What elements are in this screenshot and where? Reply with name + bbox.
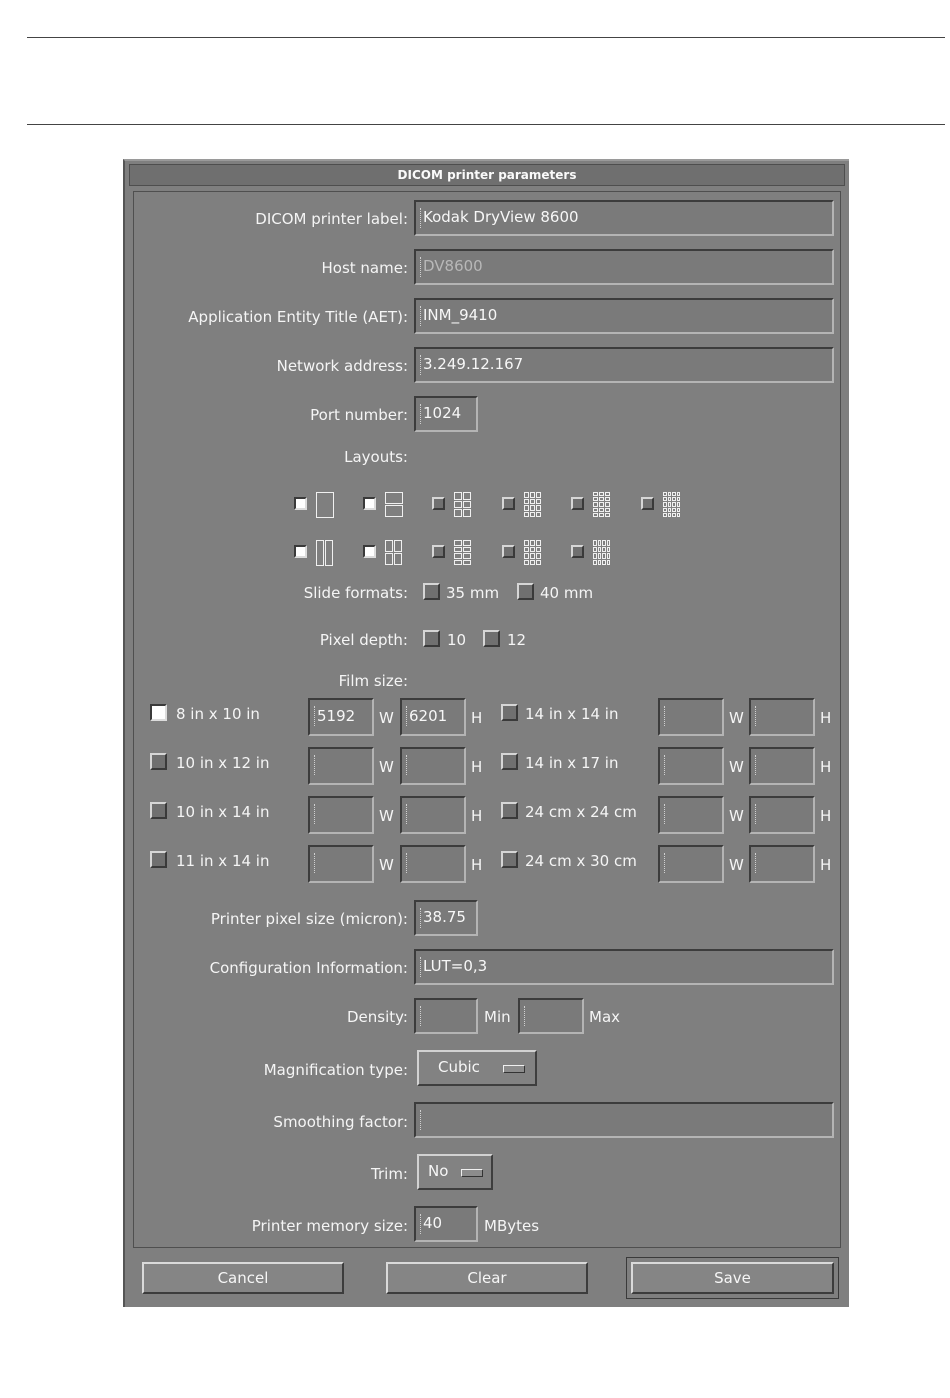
layout-cell (663, 497, 667, 501)
magnification-option-menu[interactable] (417, 1050, 537, 1086)
film-width-unit-label: W (379, 709, 394, 727)
layout-cell (677, 497, 681, 501)
layout-cell (524, 560, 529, 566)
layout-cell (454, 540, 462, 546)
cancel-button[interactable]: Cancel (142, 1262, 344, 1294)
layout-cell (672, 492, 676, 496)
film-size-checkbox[interactable] (501, 851, 518, 868)
printer-label-input[interactable] (414, 200, 834, 236)
film-size-name: 24 cm x 24 cm (525, 803, 637, 821)
film-width-value (315, 854, 317, 872)
film-height-input[interactable] (400, 845, 466, 883)
layout-cell (663, 513, 667, 517)
film-height-input[interactable] (749, 845, 815, 883)
layout-cell (593, 547, 597, 553)
film-size-name: 10 in x 12 in (176, 754, 270, 772)
header-rule-bottom (27, 124, 945, 125)
printer-label-value: Kodak DryView 8600 (423, 208, 579, 226)
layout-grid-2x2-icon (385, 540, 403, 566)
layouts-label: Layouts: (344, 448, 408, 466)
layout-cell (593, 553, 597, 559)
layout-cell (677, 492, 681, 496)
film-width-input[interactable] (308, 845, 374, 883)
film-size-checkbox[interactable] (501, 802, 518, 819)
layout-cell (605, 513, 610, 517)
layout-cell (605, 502, 610, 506)
film-height-input[interactable] (749, 747, 815, 785)
layout-cell (605, 497, 610, 501)
layout-cell (524, 512, 529, 518)
layout-cell (385, 505, 403, 517)
layout-cell (463, 501, 471, 509)
layout-cell (668, 497, 672, 501)
layout-cell (463, 547, 471, 553)
aet-value: INM_9410 (423, 306, 498, 324)
memory-value: 40 (423, 1214, 443, 1232)
header-rule-top (27, 37, 945, 38)
layout-cell (536, 547, 541, 553)
layout-cell (677, 502, 681, 506)
layout-cell (672, 502, 676, 506)
layout-checkbox-2x4[interactable] (432, 545, 445, 558)
layout-cell (530, 540, 535, 546)
layout-cell (593, 540, 597, 546)
network-address-value: 3.249.12.167 (423, 355, 524, 373)
film-width-value (315, 756, 317, 774)
layout-cell (530, 499, 535, 505)
aet-label: Application Entity Title (AET): (188, 308, 408, 326)
film-width-value (665, 756, 667, 774)
layout-cell (530, 505, 535, 511)
trim-label: Trim: (371, 1165, 408, 1183)
film-width-input[interactable] (308, 698, 374, 736)
film-size-name: 10 in x 14 in (176, 803, 270, 821)
layout-cell (602, 540, 606, 546)
film-height-value (756, 854, 758, 872)
layout-cell (463, 492, 471, 500)
layout-cell (663, 508, 667, 512)
density-max-label: Max (589, 1008, 621, 1026)
layout-cell (524, 499, 529, 505)
layout-cell (607, 540, 611, 546)
layout-cell (602, 560, 606, 566)
layout-cell (385, 540, 393, 552)
film-width-input[interactable] (308, 796, 374, 834)
layout-cell (454, 553, 462, 559)
host-name-input[interactable] (414, 249, 834, 285)
layout-cell (598, 540, 602, 546)
layout-checkbox-1x2[interactable] (363, 497, 376, 510)
layout-cell (602, 553, 606, 559)
film-size-name: 11 in x 14 in (176, 852, 270, 870)
film-height-value: 6201 (409, 707, 448, 725)
layout-cell (599, 497, 604, 501)
pixel-depth-10-checkbox[interactable] (423, 630, 440, 647)
layout-cell (524, 547, 529, 553)
film-width-unit-label: W (379, 758, 394, 776)
density-label: Density: (347, 1008, 408, 1026)
layout-cell (530, 492, 535, 498)
layout-cell (536, 505, 541, 511)
film-width-input[interactable] (308, 747, 374, 785)
layout-cell (672, 497, 676, 501)
port-number-label: Port number: (310, 406, 408, 424)
trim-value: No (428, 1162, 449, 1180)
film-size-checkbox[interactable] (501, 753, 518, 770)
film-width-value (665, 805, 667, 823)
film-height-input[interactable] (400, 796, 466, 834)
layout-cell (394, 540, 402, 552)
slide-40mm-checkbox[interactable] (517, 583, 534, 600)
layout-cell (593, 560, 597, 566)
layout-cell (598, 560, 602, 566)
layout-grid-2x4-icon (454, 540, 472, 566)
film-size-label: Film size: (338, 672, 408, 690)
layout-cell (454, 547, 462, 553)
layout-cell (536, 553, 541, 559)
config-info-value: LUT=0,3 (423, 957, 488, 975)
network-address-input[interactable] (414, 347, 834, 383)
pixel-size-input[interactable] (414, 900, 478, 936)
film-size-checkbox[interactable] (150, 802, 167, 819)
layout-cell (668, 492, 672, 496)
clear-button[interactable]: Clear (386, 1262, 588, 1294)
pixel-depth-10-label: 10 (447, 631, 467, 649)
film-width-unit-label: W (729, 807, 744, 825)
layout-grid-3x4-icon (524, 492, 542, 518)
pixel-depth-12-label: 12 (507, 631, 527, 649)
layout-cell (454, 560, 462, 566)
film-height-value (756, 805, 758, 823)
film-width-unit-label: W (379, 807, 394, 825)
layout-cell (536, 560, 541, 566)
layout-cell (663, 502, 667, 506)
layout-cell (325, 540, 333, 566)
film-height-value (407, 854, 409, 872)
layout-cell (530, 512, 535, 518)
layout-cell (607, 547, 611, 553)
film-height-value (756, 707, 758, 725)
density-min-input[interactable] (414, 998, 478, 1034)
trim-option-menu[interactable] (417, 1154, 493, 1190)
layout-cell (607, 553, 611, 559)
film-width-value (665, 707, 667, 725)
film-height-input[interactable] (400, 698, 466, 736)
layout-grid-1x2-icon (385, 492, 403, 518)
layout-cell (454, 501, 462, 509)
layout-grid-3x4-icon (524, 540, 542, 566)
layout-cell (677, 508, 681, 512)
layout-cell (668, 502, 672, 506)
layout-grid-4x5-icon (663, 492, 681, 518)
layout-cell (599, 513, 604, 517)
dicom-printer-dialog (123, 159, 849, 1307)
film-height-input[interactable] (400, 747, 466, 785)
parameters-panel (133, 191, 841, 1248)
layout-cell (672, 513, 676, 517)
film-height-unit-label: H (471, 758, 483, 776)
layout-cell (524, 492, 529, 498)
film-width-unit-label: W (729, 856, 744, 874)
magnification-value: Cubic (438, 1058, 480, 1076)
host-name-value: DV8600 (423, 257, 483, 275)
film-height-unit-label: H (820, 758, 832, 776)
film-width-input[interactable] (658, 747, 724, 785)
layout-cell (463, 560, 471, 566)
layout-cell (536, 512, 541, 518)
layout-cell (536, 540, 541, 546)
slide-35mm-checkbox[interactable] (423, 583, 440, 600)
film-width-unit-label: W (379, 856, 394, 874)
slide-35mm-label: 35 mm (446, 584, 500, 602)
layout-checkbox-3x5[interactable] (571, 497, 584, 510)
film-height-value (407, 756, 409, 774)
layout-cell (524, 505, 529, 511)
film-height-unit-label: H (471, 807, 483, 825)
layout-cell (672, 508, 676, 512)
film-size-name: 14 in x 14 in (525, 705, 619, 723)
layout-grid-2x1-icon (316, 540, 334, 566)
layout-checkbox-3x4[interactable] (502, 545, 515, 558)
printer-label-label: DICOM printer label: (255, 210, 408, 228)
film-width-input[interactable] (658, 845, 724, 883)
layout-cell (599, 492, 604, 496)
film-width-input[interactable] (658, 796, 724, 834)
layout-checkbox-2x3[interactable] (432, 497, 445, 510)
layout-cell (593, 497, 598, 501)
film-height-unit-label: H (820, 807, 832, 825)
config-info-label: Configuration Information: (209, 959, 408, 977)
film-size-checkbox[interactable] (150, 851, 167, 868)
layout-cell (530, 547, 535, 553)
layout-checkbox-1x1[interactable] (294, 497, 307, 510)
layout-cell (593, 492, 598, 496)
memory-input[interactable] (414, 1206, 478, 1242)
film-size-checkbox[interactable] (501, 704, 518, 721)
slide-40mm-label: 40 mm (540, 584, 594, 602)
layout-cell (536, 499, 541, 505)
layout-cell (394, 553, 402, 565)
layout-cell (602, 547, 606, 553)
smoothing-value (421, 1110, 423, 1128)
layout-cell (593, 508, 598, 512)
smoothing-input[interactable] (414, 1102, 834, 1138)
layout-cell (605, 492, 610, 496)
layout-cell (463, 553, 471, 559)
magnification-label: Magnification type: (263, 1061, 408, 1079)
film-height-unit-label: H (471, 709, 483, 727)
pixel-depth-label: Pixel depth: (319, 631, 408, 649)
window-title: DICOM printer parameters (129, 164, 845, 186)
memory-unit-label: MBytes (484, 1217, 540, 1235)
density-min-label: Min (484, 1008, 511, 1026)
layout-cell (454, 509, 462, 517)
save-button[interactable]: Save (631, 1262, 834, 1294)
density-max-value (525, 1006, 527, 1024)
layout-cell (593, 502, 598, 506)
film-width-unit-label: W (729, 758, 744, 776)
layout-cell (463, 540, 471, 546)
film-width-value (665, 854, 667, 872)
layout-cell (598, 553, 602, 559)
film-height-unit-label: H (820, 709, 832, 727)
density-max-input[interactable] (518, 998, 584, 1034)
layout-cell (663, 492, 667, 496)
layout-cell (385, 553, 393, 565)
layout-grid-3x5-icon (593, 492, 611, 518)
layout-cell (668, 508, 672, 512)
option-menu-indicator-icon (461, 1169, 483, 1177)
layout-cell (677, 513, 681, 517)
option-menu-indicator-icon (503, 1065, 525, 1073)
layout-cell (385, 492, 403, 504)
host-name-label: Host name: (321, 259, 408, 277)
film-height-unit-label: H (820, 856, 832, 874)
layout-checkbox-4x5[interactable] (641, 497, 654, 510)
config-info-input[interactable] (414, 949, 834, 985)
port-number-value: 1024 (423, 404, 462, 422)
film-size-name: 8 in x 10 in (176, 705, 260, 723)
layout-cell (536, 492, 541, 498)
layout-grid-2x3-icon (454, 492, 472, 518)
film-height-input[interactable] (749, 698, 815, 736)
pixel-depth-12-checkbox[interactable] (483, 630, 500, 647)
pixel-size-label: Printer pixel size (micron): (210, 910, 408, 928)
film-size-name: 14 in x 17 in (525, 754, 619, 772)
layout-cell (454, 492, 462, 500)
layout-checkbox-2x1[interactable] (294, 545, 307, 558)
layout-cell (593, 513, 598, 517)
layout-cell (316, 540, 324, 566)
film-height-value (407, 805, 409, 823)
layout-cell (599, 502, 604, 506)
film-size-checkbox[interactable] (150, 704, 167, 721)
aet-input[interactable] (414, 298, 834, 334)
layout-cell (530, 560, 535, 566)
layout-cell (316, 492, 334, 518)
layout-checkbox-4x4[interactable] (571, 545, 584, 558)
film-height-unit-label: H (471, 856, 483, 874)
layout-cell (524, 540, 529, 546)
film-height-input[interactable] (749, 796, 815, 834)
film-width-unit-label: W (729, 709, 744, 727)
layout-cell (463, 509, 471, 517)
memory-label: Printer memory size: (251, 1217, 408, 1235)
layout-cell (524, 553, 529, 559)
film-width-value: 5192 (317, 707, 356, 725)
pixel-size-value: 38.75 (423, 908, 466, 926)
slide-formats-label: Slide formats: (303, 584, 408, 602)
port-number-input[interactable] (414, 396, 478, 432)
layout-checkbox-2x2[interactable] (363, 545, 376, 558)
network-address-label: Network address: (276, 357, 408, 375)
film-width-value (315, 805, 317, 823)
film-width-input[interactable] (658, 698, 724, 736)
layout-cell (607, 560, 611, 566)
film-size-name: 24 cm x 30 cm (525, 852, 637, 870)
layout-grid-4x4-icon (593, 540, 611, 566)
layout-cell (598, 547, 602, 553)
layout-checkbox-3x4[interactable] (502, 497, 515, 510)
layout-cell (668, 513, 672, 517)
density-min-value (421, 1006, 423, 1024)
layout-cell (530, 553, 535, 559)
layout-grid-1x1-icon (316, 492, 334, 518)
film-height-value (756, 756, 758, 774)
film-size-checkbox[interactable] (150, 753, 167, 770)
layout-cell (605, 508, 610, 512)
smoothing-label: Smoothing factor: (273, 1113, 408, 1131)
layout-cell (599, 508, 604, 512)
